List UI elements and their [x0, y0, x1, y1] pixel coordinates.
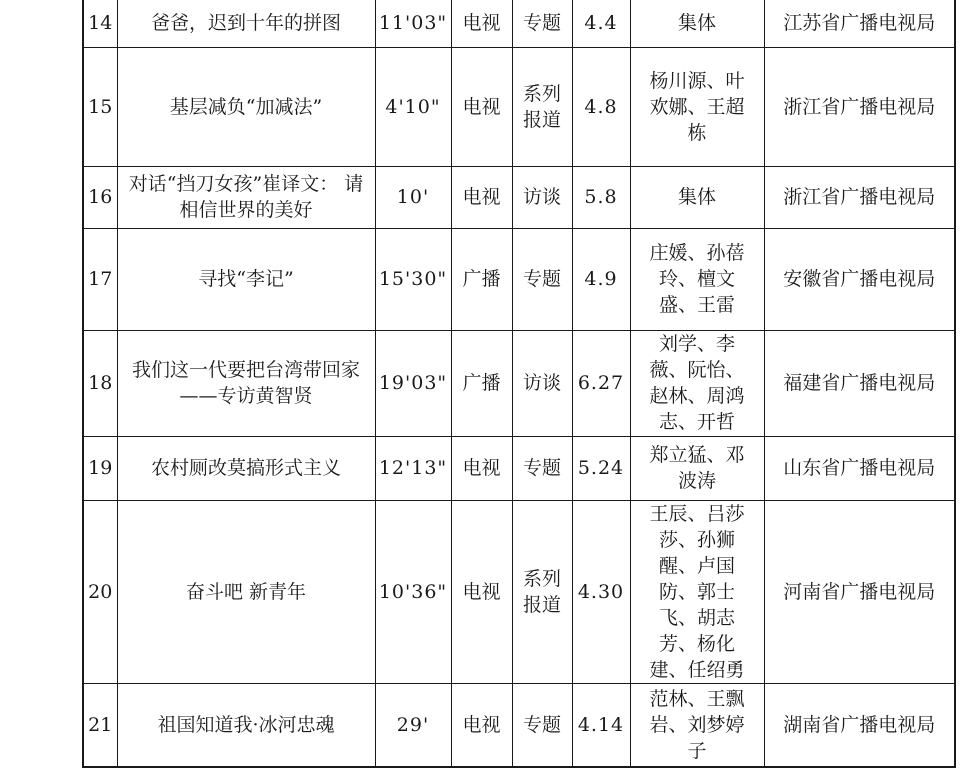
- medium: 广播: [451, 228, 512, 330]
- genre: 专题: [512, 436, 572, 500]
- work-title: 农村厕改莫搞形式主义: [117, 436, 375, 500]
- row-number: 21: [83, 683, 117, 767]
- air-date: 5.8: [572, 166, 630, 228]
- row-number: 16: [83, 166, 117, 228]
- row-number: 15: [83, 47, 117, 166]
- duration: 15'30": [375, 228, 451, 330]
- submitting-unit: 湖南省广播电视局: [764, 683, 955, 767]
- row-number: 17: [83, 228, 117, 330]
- air-date: 6.27: [572, 330, 630, 436]
- submitting-unit: 福建省广播电视局: [764, 330, 955, 436]
- table-row: [83, 436, 955, 500]
- air-date: 4.30: [572, 500, 630, 683]
- authors: 杨川源、叶欢娜、王超栋: [630, 47, 764, 166]
- authors: 集体: [630, 166, 764, 228]
- authors: 庄媛、孙蓓玲、檀文盛、王雷: [630, 228, 764, 330]
- duration: 19'03": [375, 330, 451, 436]
- duration: 10': [375, 166, 451, 228]
- submitting-unit: 安徽省广播电视局: [764, 228, 955, 330]
- genre: 专题: [512, 228, 572, 330]
- air-date: 4.14: [572, 683, 630, 767]
- air-date: 5.24: [572, 436, 630, 500]
- work-title: 寻找“李记”: [117, 228, 375, 330]
- submitting-unit: 江苏省广播电视局: [764, 0, 955, 47]
- table-row: [83, 228, 955, 330]
- submitting-unit: 山东省广播电视局: [764, 436, 955, 500]
- authors: 刘学、李薇、阮怡、赵林、周鸿志、开哲: [630, 330, 764, 436]
- table-row: [83, 0, 955, 47]
- medium: 电视: [451, 436, 512, 500]
- table-row: [83, 166, 955, 228]
- row-number: 18: [83, 330, 117, 436]
- genre: 访谈: [512, 330, 572, 436]
- genre: 专题: [512, 683, 572, 767]
- medium: 电视: [451, 166, 512, 228]
- duration: 10'36": [375, 500, 451, 683]
- authors: 王辰、吕莎莎、孙狮醒、卢国防、郭士飞、胡志芳、杨化建、任绍勇: [630, 500, 764, 683]
- authors: 集体: [630, 0, 764, 47]
- air-date: 4.4: [572, 0, 630, 47]
- air-date: 4.8: [572, 47, 630, 166]
- genre: 系列报道: [512, 47, 572, 166]
- table-row: [83, 330, 955, 436]
- work-title: 奋斗吧 新青年: [117, 500, 375, 683]
- submitting-unit: 浙江省广播电视局: [764, 47, 955, 166]
- air-date: 4.9: [572, 228, 630, 330]
- authors: 郑立猛、邓波涛: [630, 436, 764, 500]
- submitting-unit: 河南省广播电视局: [764, 500, 955, 683]
- medium: 电视: [451, 47, 512, 166]
- work-title: 祖国知道我·冰河忠魂: [117, 683, 375, 767]
- submitting-unit: 浙江省广播电视局: [764, 166, 955, 228]
- work-title: 基层减负“加减法”: [117, 47, 375, 166]
- work-title: 爸爸，迟到十年的拼图: [117, 0, 375, 47]
- table-row: [83, 500, 955, 683]
- medium: 电视: [451, 683, 512, 767]
- medium: 广播: [451, 330, 512, 436]
- award-table: [82, 0, 956, 768]
- row-number: 19: [83, 436, 117, 500]
- genre: 专题: [512, 0, 572, 47]
- medium: 电视: [451, 500, 512, 683]
- duration: 4'10": [375, 47, 451, 166]
- authors: 范林、王飘岩、刘梦婷子: [630, 683, 764, 767]
- table-row: [83, 47, 955, 166]
- medium: 电视: [451, 0, 512, 47]
- work-title: 我们这一代要把台湾带回家 ——专访黄智贤: [117, 330, 375, 436]
- duration: 29': [375, 683, 451, 767]
- row-number: 20: [83, 500, 117, 683]
- duration: 11'03": [375, 0, 451, 47]
- genre: 访谈: [512, 166, 572, 228]
- table-row: [83, 683, 955, 767]
- row-number: 14: [83, 0, 117, 47]
- duration: 12'13": [375, 436, 451, 500]
- work-title: 对话“挡刀女孩”崔译文： 请相信世界的美好: [117, 166, 375, 228]
- genre: 系列报道: [512, 500, 572, 683]
